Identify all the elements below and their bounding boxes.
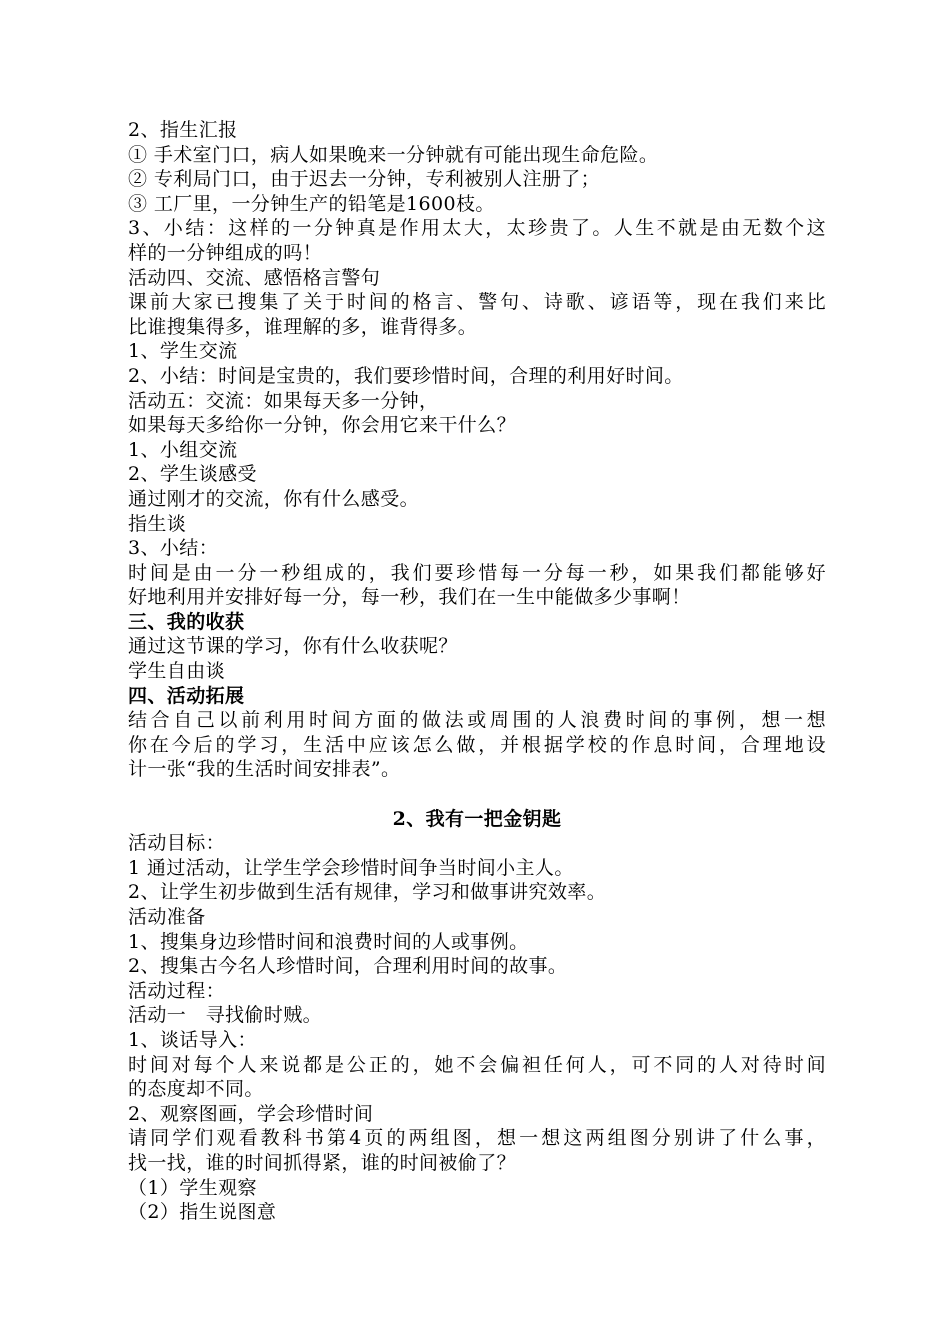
text-line: 2、指生汇报 bbox=[128, 119, 238, 141]
text-line: 活动目标： bbox=[128, 832, 226, 855]
text-line: 2、让学生初步做到生活有规律，学习和做事讲究效率。 bbox=[128, 881, 607, 904]
text-line: 1、学生交流 bbox=[128, 340, 238, 363]
text-line: 你在今后的学习，生活中应该怎么做，并根据学校的作息时间，合理地设 bbox=[128, 733, 826, 756]
section-heading: 三、我的收获 bbox=[128, 610, 245, 633]
text-line: 活动准备 bbox=[128, 906, 206, 928]
text-line: 2、小结：时间是宝贵的，我们要珍惜时间，合理的利用好时间。 bbox=[128, 364, 684, 387]
text-line: （1）学生观察 bbox=[128, 1176, 257, 1199]
text-line: 找一找，谁的时间抓得紧，谁的时间被偷了？ bbox=[128, 1151, 517, 1174]
text-line: 活动一 寻找偷时贼。 bbox=[128, 1004, 323, 1027]
text-line: 1 通过活动，让学生学会珍惜时间争当时间小主人。 bbox=[128, 856, 574, 879]
text-line: 3、小结：这样的一分钟真是作用太大，太珍贵了。人生不就是由无数个这 bbox=[128, 217, 826, 240]
section-heading: 四、活动拓展 bbox=[128, 684, 245, 707]
text-line: 2、观察图画，学会珍惜时间 bbox=[128, 1102, 374, 1125]
text-line: 的态度却不同。 bbox=[128, 1078, 264, 1101]
lesson-part-2 bbox=[128, 831, 826, 1225]
text-line: 1、小组交流 bbox=[128, 438, 238, 461]
text-line: 比谁搜集得多，谁理解的多，谁背得多。 bbox=[128, 315, 478, 338]
text-line: 3、小结： bbox=[128, 537, 219, 560]
text-line: 活动四、交流、感悟格言警句 bbox=[128, 266, 381, 289]
section-title: 2、我有一把金钥匙 bbox=[392, 807, 562, 830]
text-line: 请同学们观看教科书第4页的两组图，想一想这两组图分别讲了什么事， bbox=[128, 1127, 826, 1150]
text-line: 通过刚才的交流，你有什么感受。 bbox=[128, 487, 420, 510]
text-line: 如果每天多给你一分钟，你会用它来干什么？ bbox=[128, 414, 517, 437]
lesson-part-1 bbox=[128, 118, 826, 782]
text-line: 2、学生谈感受 bbox=[128, 463, 257, 486]
text-line: 课前大家已搜集了关于时间的格言、警句、诗歌、谚语等，现在我们来比 bbox=[128, 291, 826, 314]
text-line: （2）指生说图意 bbox=[128, 1201, 277, 1224]
document-page bbox=[128, 118, 826, 1225]
text-line: 通过这节课的学习，你有什么收获呢？ bbox=[128, 635, 458, 658]
text-line: 时间对每个人来说都是公正的，她不会偏袒任何人，可不同的人对待时间 bbox=[128, 1053, 826, 1076]
text-line: ② 专利局门口，由于迟去一分钟，专利被别人注册了； bbox=[128, 168, 601, 191]
text-line: 结合自己以前利用时间方面的做法或周围的人浪费时间的事例，想一想 bbox=[128, 709, 826, 732]
text-line: 1、搜集身边珍惜时间和浪费时间的人或事例。 bbox=[128, 930, 529, 953]
text-line: 好地利用并安排好每一分，每一秒，我们在一生中能做多少事啊！ bbox=[128, 586, 691, 609]
text-line: 2、搜集古今名人珍惜时间，合理利用时间的故事。 bbox=[128, 955, 568, 978]
text-line: 样的一分钟组成的吗！ bbox=[128, 241, 323, 264]
text-line: 计一张“我的生活时间安排表”。 bbox=[128, 758, 401, 781]
text-line: ③ 工厂里，一分钟生产的铅笔是1600枝。 bbox=[128, 192, 495, 215]
text-line: ① 手术室门口，病人如果晚来一分钟就有可能出现生命危险。 bbox=[128, 143, 659, 166]
text-line: 活动过程： bbox=[128, 979, 226, 1002]
text-line: 1、谈话导入： bbox=[128, 1028, 257, 1051]
text-line: 指生谈 bbox=[128, 512, 187, 535]
text-line: 活动五：交流：如果每天多一分钟， bbox=[128, 389, 439, 412]
text-line: 时间是由一分一秒组成的，我们要珍惜每一分每一秒，如果我们都能够好 bbox=[128, 561, 826, 584]
text-line: 学生自由谈 bbox=[128, 660, 226, 683]
